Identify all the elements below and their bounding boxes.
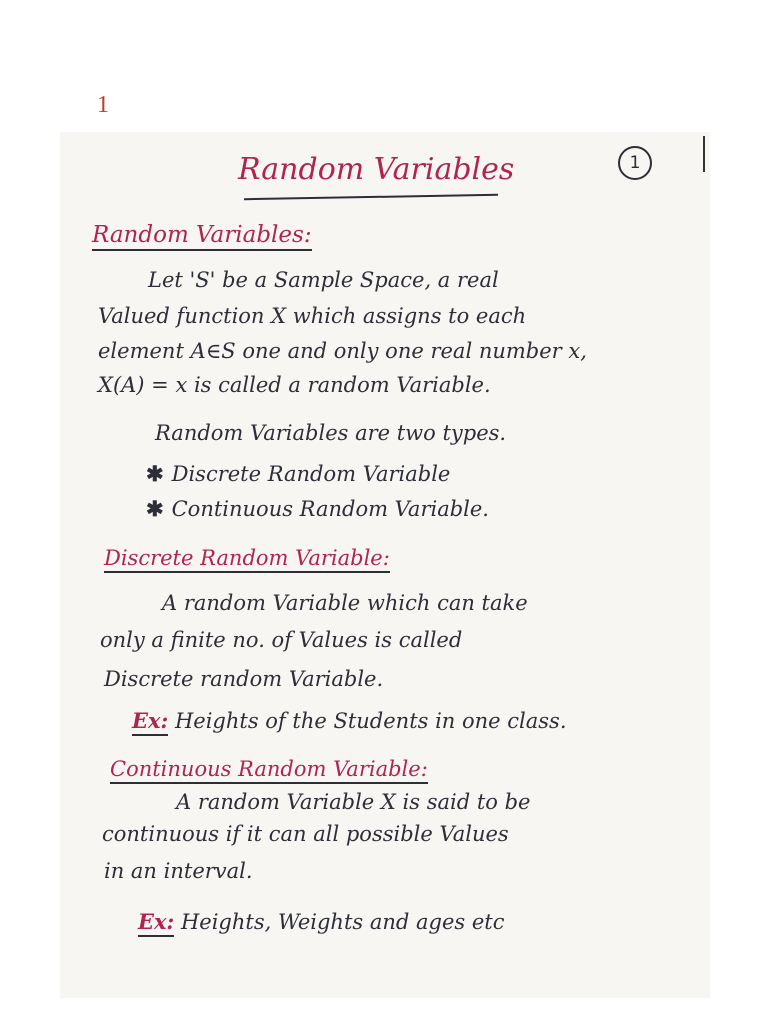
- definition-line-1: Let 'S' be a Sample Space, a real: [148, 268, 499, 292]
- definition-line-4: X(A) = x is called a random Variable.: [98, 373, 491, 397]
- types-intro: Random Variables are two types.: [155, 421, 507, 445]
- page-circle-number: 1: [618, 146, 652, 180]
- type-item-continuous: ✱ Continuous Random Variable.: [146, 496, 489, 521]
- discrete-example: Ex: Heights of the Students in one class.: [132, 708, 567, 733]
- discrete-line-3: Discrete random Variable.: [104, 667, 384, 691]
- discrete-line-2: only a finite no. of Values is called: [100, 628, 463, 652]
- definition-line-2: Valued function X which assigns to each: [98, 304, 527, 328]
- continuous-line-2: continuous if it can all possible Values: [102, 822, 509, 846]
- section-heading-continuous: Continuous Random Variable:: [110, 757, 428, 781]
- asterisk-icon: ✱: [146, 496, 164, 521]
- continuous-example: Ex: Heights, Weights and ages etc: [138, 909, 504, 934]
- continuous-line-3: in an interval.: [104, 859, 253, 883]
- section-heading-random-variables: Random Variables:: [92, 222, 312, 248]
- discrete-line-1: A random Variable which can take: [162, 591, 528, 615]
- margin-line: [703, 136, 705, 172]
- section-heading-discrete: Discrete Random Variable:: [104, 546, 390, 570]
- page-title: Random Variables: [238, 152, 515, 187]
- type-item-discrete: ✱ Discrete Random Variable: [146, 461, 451, 486]
- asterisk-icon: ✱: [146, 461, 164, 486]
- page-number: 1: [97, 92, 109, 118]
- definition-line-3: element A∈S one and only one real number x,: [98, 339, 587, 363]
- continuous-line-1: A random Variable X is said to be: [176, 790, 531, 814]
